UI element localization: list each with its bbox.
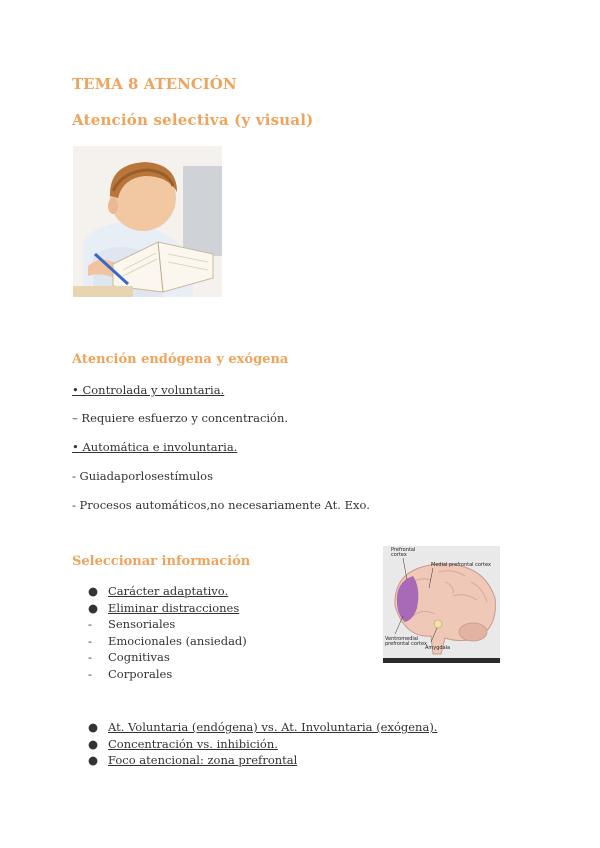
child-reading-photo xyxy=(73,146,222,297)
list-item: ● Eliminar distracciones xyxy=(88,600,240,615)
list-item-text: Concentración vs. inhibición. xyxy=(108,736,278,751)
list-item-text: Carácter adaptativo. xyxy=(108,584,229,598)
document-subtitle: Atención selectiva (y visual) xyxy=(72,111,314,129)
list-item-text: Sensoriales xyxy=(108,617,176,631)
list-item: - Sensoriales xyxy=(88,617,176,631)
brain-label-prefrontal: Prefrontal cortex xyxy=(391,547,416,558)
line-requiere-esfuerzo: – Requiere esfuerzo y concentración. xyxy=(72,411,289,425)
list-item-text: Foco atencional: zona prefrontal xyxy=(108,753,298,767)
list-item-text: Cognitivas xyxy=(108,650,170,664)
line-procesos-automaticos: - Procesos automáticos,no necesariamente At. Exo. xyxy=(72,498,370,512)
line-guiada: - Guiadaporlosestímulos xyxy=(72,469,213,483)
selection-list xyxy=(72,583,247,682)
list-item-text: Corporales xyxy=(108,666,173,681)
list-item: - Cognitivas xyxy=(88,650,170,664)
list-item-text: Eliminar distracciones xyxy=(108,600,240,615)
document-title: TEMA 8 ATENCIÓN xyxy=(72,75,237,93)
brain-label-amygdala: Amygdala xyxy=(425,645,451,651)
list-item: ● At. Voluntaria (endógena) vs. At. Involuntaria (exógena). xyxy=(88,720,438,734)
section-heading-atencion-endogena: Atención endógena y exógena xyxy=(72,352,289,367)
list-item: - Emocionales (ansiedad) xyxy=(88,633,247,648)
list-item: - Corporales xyxy=(88,666,173,681)
list-item: ● Carácter adaptativo. xyxy=(88,584,229,598)
line-automatica: • Automática e involuntaria. xyxy=(72,440,238,454)
list-item-text: At. Voluntaria (endógena) vs. At. Involuntaria (exógena). xyxy=(108,720,438,734)
list-item: ● Foco atencional: zona prefrontal xyxy=(88,753,298,767)
summary-list xyxy=(72,719,437,769)
brain-label-ventromedial: Ventromedial prefrontal cortex xyxy=(385,636,427,647)
brain-anatomy-figure xyxy=(383,546,500,663)
list-item: ● Concentración vs. inhibición. xyxy=(88,736,278,751)
brain-caption-bar xyxy=(383,658,500,663)
line-controlada: • Controlada y voluntaria. xyxy=(72,383,225,397)
child-reading-illustration xyxy=(73,146,222,297)
list-item-text: Emocionales (ansiedad) xyxy=(108,633,247,648)
brain-label-medial: Medial prefrontal cortex xyxy=(431,562,491,568)
section-heading-seleccionar-informacion: Seleccionar información xyxy=(72,554,251,569)
